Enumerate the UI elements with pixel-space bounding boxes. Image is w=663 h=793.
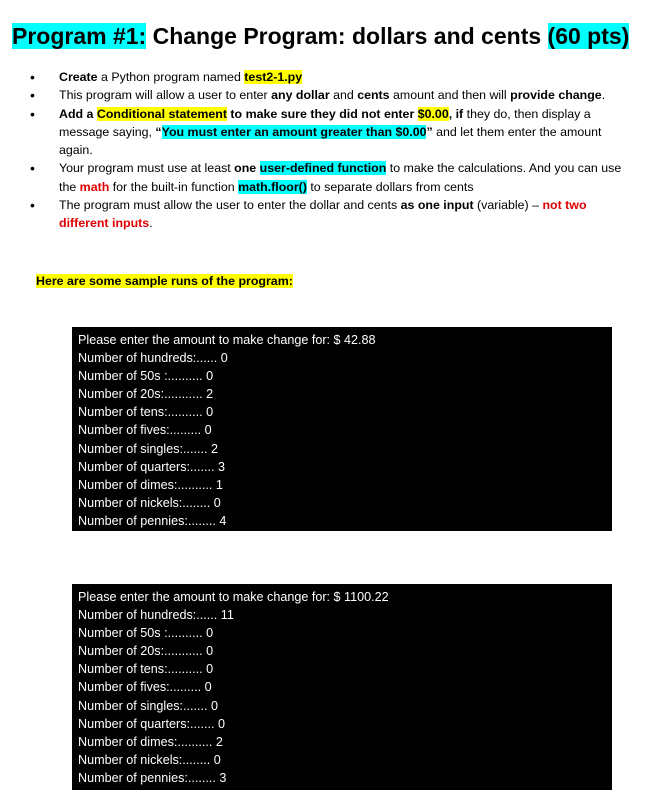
text: and let them enter the amount again. [59,124,602,158]
bold-text: as one input [400,198,474,213]
console-line: Number of tens:.......... 0 [78,405,214,420]
text: they do, then display a message saying, [59,106,591,139]
console-output-1 [72,327,612,531]
console-line: Please enter the amount to make change for: $ 1100.22 [78,590,389,604]
bold-text: provide change [510,88,602,103]
console-line: Number of fives:......... 0 [78,680,212,695]
quote-mark: ” [426,124,433,139]
bold-text: cents [357,88,390,103]
console-line: Number of 20s:........... 2 [78,387,214,402]
math-text: math [79,179,110,194]
console-line: Number of 20s:........... 0 [78,644,214,659]
requirement-item [28,196,628,233]
page-title [12,20,629,52]
text: to separate dollars from cents [306,179,474,194]
console-line: Number of fives:......... 0 [78,423,212,438]
text: a Python program named [97,70,245,84]
text: . [149,216,153,231]
text: for the built-in function [109,179,239,194]
console-line: Number of dimes:.......... 1 [78,477,223,492]
console-line: Number of singles:....... 2 [78,441,218,456]
title-main: Change Program: dollars and cents [146,23,548,49]
bold-text: one [234,161,257,176]
udf-highlight: user-defined function [259,161,387,176]
text: amount and then will [389,88,511,103]
sample-heading-text: Here are some sample runs of the program: [36,274,293,288]
console-line: Number of tens:.......... 0 [78,662,214,677]
requirements-list [28,68,628,233]
text: (variable) – [473,198,543,213]
console-line: Number of hundreds:...... 11 [78,608,234,623]
zero-amount-highlight: $0.00 [417,106,449,121]
file-name: test2-1.py [244,70,303,84]
quote-mark: “ [155,124,162,139]
text: Your program must use at least [59,161,235,176]
text: to make the calculations. And you can use the [59,161,622,194]
console-line: Number of nickels:........ 0 [78,752,221,767]
conditional-highlight: Conditional statement [96,106,227,121]
not-text: not two different inputs [59,198,587,231]
bold-text: Add a [59,106,97,121]
console-line: Number of pennies:........ 3 [78,770,227,785]
console-output-2 [72,584,612,790]
floor-highlight: math.floor() [238,179,307,194]
text: and [329,88,358,103]
console-line: Number of nickels:........ 0 [78,495,221,510]
requirement-item [28,159,628,196]
requirement-item [28,105,628,160]
bold-text: to make sure they did not enter [226,106,418,121]
error-message-highlight: You must enter an amount greater than $0.00 [161,124,427,139]
console-line: Number of singles:....... 0 [78,698,218,713]
bold-text: Create [59,70,98,84]
text: . [601,88,606,103]
console-line: Number of quarters:....... 0 [78,716,225,731]
text: This program will allow a user to enter [59,88,272,103]
title-points: (60 pts) [547,23,630,49]
console-line: Number of pennies:........ 4 [78,513,227,528]
text: The program must allow the user to enter the dollar and cents [59,198,401,213]
console-line: Number of 50s :.......... 0 [78,626,214,641]
title-label: Program #1: [12,23,147,49]
console-line: Please enter the amount to make change for: $ 42.88 [78,333,376,347]
bold-text: , if [448,106,464,121]
bold-text: any dollar [271,88,330,103]
requirement-item [28,86,628,104]
console-line: Number of dimes:.......... 2 [78,734,223,749]
sample-runs-heading [36,272,293,290]
console-line: Number of 50s :.......... 0 [78,369,214,384]
console-line: Number of hundreds:...... 0 [78,351,228,366]
console-line: Number of quarters:....... 3 [78,459,225,474]
requirement-item [28,68,628,86]
